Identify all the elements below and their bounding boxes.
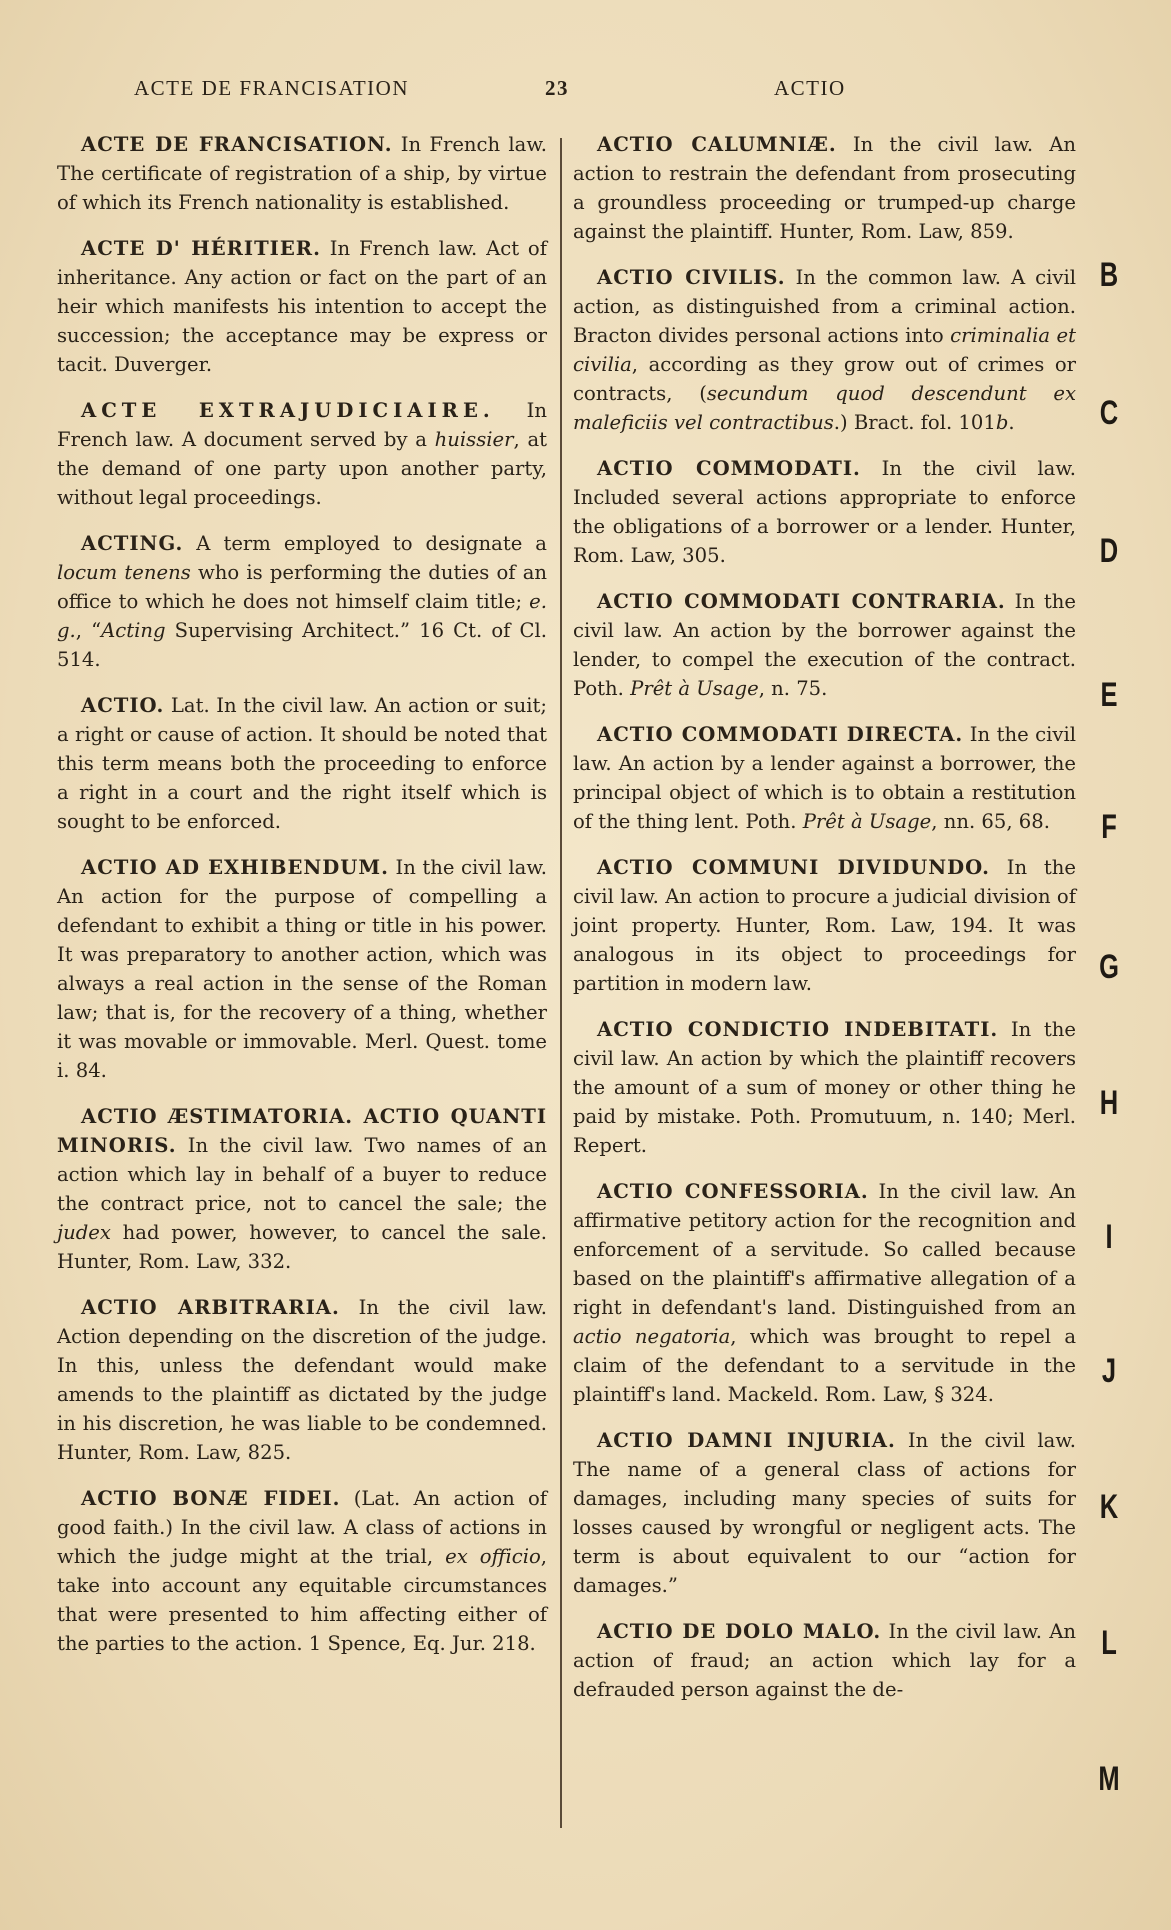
definition: , “ bbox=[75, 619, 102, 642]
entry-actio-de-dolo-malo bbox=[573, 1617, 1076, 1704]
definition-italic: actio negatoria bbox=[573, 1325, 731, 1348]
entry-acte-extrajudiciaire bbox=[57, 396, 547, 512]
thumb-tab-d[interactable]: D bbox=[1099, 532, 1119, 570]
definition: , which was brought to repel a claim of the defendant to a servitude in the plaintiff's land. Mackeld. Rom. Law, § 324. bbox=[573, 1325, 1076, 1406]
definition: In the common law. A civil action, as distinguished from a criminal action. Bracton divides personal actions into bbox=[573, 266, 1077, 347]
definition-italic: Acting bbox=[101, 619, 166, 642]
definition: In the civil law. Two names of an action which lay in behalf of a buyer to reduce the contract price, not to cancel the sale; the bbox=[57, 1134, 547, 1215]
thumb-tab-j[interactable]: J bbox=[1101, 1352, 1117, 1390]
running-head-left: ACTE DE FRANCISATION bbox=[134, 76, 410, 100]
definition: .) Bract. fol. 101 bbox=[833, 411, 996, 434]
definition: Lat. In the civil law. An action or suit; a right or cause of action. It should be noted that this term means both the proceeding to enforce a right in a court and the right itself which is sought to be enforced. bbox=[57, 694, 547, 833]
entry-actio-commodati bbox=[573, 454, 1076, 570]
headword: ACTIO COMMODATI DIRECTA. bbox=[597, 723, 964, 746]
definition: In the civil law. An action by a lender against a borrower, the principal object of which is to obtain a restitution of the thing lent. Poth. bbox=[573, 723, 1076, 833]
definition-italic: Prêt à Usage bbox=[802, 810, 932, 833]
definition-italic: criminalia et civilia bbox=[573, 324, 1077, 376]
definition: , nn. 65, 68. bbox=[931, 810, 1050, 833]
headword: ACTIO CALUMNIÆ. bbox=[597, 133, 837, 156]
definition-italic: ex officio bbox=[445, 1545, 541, 1568]
headword: ACTIO CONDICTIO INDEBITATI. bbox=[597, 1018, 999, 1041]
headword: ACTIO ÆSTIMATORIA. ACTIO QUANTI MINORIS. bbox=[57, 1105, 547, 1157]
definition: (Lat. An action of good faith.) In the civil law. A class of actions in which the judge might at the trial, bbox=[57, 1487, 547, 1568]
definition: , at the demand of one party upon another party, without legal proceedings. bbox=[57, 428, 547, 509]
entry-actio-arbitraria bbox=[57, 1293, 547, 1467]
definition: In the civil law. An action of fraud; an action which lay for a defrauded person against the de- bbox=[573, 1620, 1076, 1701]
definition-italic: e. g. bbox=[57, 590, 547, 642]
headword: ACTIO AD EXHIBENDUM. bbox=[81, 856, 389, 879]
definition: , take into account any equitable circumstances that were presented to him affecting either of the parties to the action. 1 Spence, Eq. Jur. 218. bbox=[57, 1545, 547, 1655]
thumb-tab-l[interactable]: L bbox=[1101, 1624, 1117, 1662]
column-divider bbox=[560, 138, 562, 1828]
thumb-tab-i[interactable]: I bbox=[1105, 1218, 1113, 1256]
entry-actio-civilis bbox=[573, 263, 1076, 437]
thumb-tab-h[interactable]: H bbox=[1099, 1084, 1119, 1122]
definition: . bbox=[1008, 411, 1015, 434]
definition-italic: judex bbox=[57, 1221, 111, 1244]
entry-acting bbox=[57, 529, 547, 674]
right-column bbox=[573, 130, 1076, 1721]
left-column bbox=[57, 130, 547, 1675]
thumb-tab-g[interactable]: G bbox=[1099, 948, 1119, 986]
thumb-index bbox=[1084, 0, 1134, 1930]
headword: ACTIO. bbox=[81, 694, 165, 717]
headword: ACTIO COMMODATI. bbox=[597, 457, 861, 480]
definition: In French law. Act of inheritance. Any action or fact on the part of an heir which manifests his intention to accept the succession; the acceptance may be express or tacit. Duverger. bbox=[57, 237, 547, 376]
headword: ACTIO BONÆ FIDEI. bbox=[81, 1487, 341, 1510]
headword: ACTING. bbox=[81, 532, 184, 555]
entry-actio bbox=[57, 691, 547, 836]
definition: had power, however, to cancel the sale. Hunter, Rom. Law, 332. bbox=[57, 1221, 547, 1273]
definition-italic: secundum quod descendunt ex maleficiis vel contractibus bbox=[573, 382, 1076, 434]
definition: A term employed to designate a bbox=[183, 532, 547, 555]
definition-italic: b bbox=[995, 411, 1009, 434]
entry-actio-communi-dividundo bbox=[573, 853, 1076, 998]
entry-acte-d-heritier bbox=[57, 234, 547, 379]
thumb-tab-k[interactable]: K bbox=[1099, 1488, 1119, 1526]
thumb-tab-m[interactable]: M bbox=[1098, 1760, 1120, 1798]
definition: In French law. The certificate of registration of a ship, by virtue of which its French nationality is established. bbox=[57, 133, 548, 214]
definition: In the civil law. An action to procure a judicial division of joint property. Hunter, Rom. Law, 194. It was analogous in its object to proceedings for partition in modern law. bbox=[573, 856, 1077, 995]
headword: ACTIO ARBITRARIA. bbox=[81, 1296, 340, 1319]
definition-italic: locum tenens bbox=[57, 561, 191, 584]
definition: who is performing the duties of an office to which he does not himself claim title; bbox=[57, 561, 547, 613]
thumb-tab-f[interactable]: F bbox=[1101, 808, 1117, 846]
headword: ACTIO CIVILIS. bbox=[597, 266, 786, 289]
thumb-tab-c[interactable]: C bbox=[1099, 394, 1119, 432]
entry-actio-commodati-contraria bbox=[573, 587, 1076, 703]
entry-actio-bonae-fidei bbox=[57, 1484, 547, 1658]
headword: ACTIO COMMUNI DIVIDUNDO. bbox=[597, 856, 990, 879]
definition: Supervising Architect.” 16 Ct. of Cl. 514. bbox=[57, 619, 547, 671]
definition: , according as they grow out of crimes or contracts, ( bbox=[573, 353, 1076, 405]
definition: In the civil law. Action depending on the discretion of the judge. In this, unless the defendant would make amends to the plaintiff as dictated by the judge in his discretion, he was liable to be condemned. Hunter, Rom. Law, 825. bbox=[57, 1296, 547, 1464]
running-head-right: ACTIO bbox=[774, 76, 846, 100]
definition: , n. 75. bbox=[758, 677, 828, 700]
thumb-tab-b[interactable]: B bbox=[1099, 256, 1119, 294]
entry-acte-de-francisation bbox=[57, 130, 547, 217]
definition-italic: huissier bbox=[434, 428, 514, 451]
definition-italic: Prêt à Usage bbox=[630, 677, 759, 700]
definition: In the civil law. An affirmative petitory action for the recognition and enforcement of a servitude. So called because based on the plaintiff's affirmative allegation of a right in defendant's land. Distinguished from an bbox=[573, 1180, 1076, 1319]
running-head bbox=[0, 76, 1171, 106]
entry-actio-commodati-directa bbox=[573, 720, 1076, 836]
headword: ACTIO COMMODATI CONTRARIA. bbox=[597, 590, 1006, 613]
page-number: 23 bbox=[545, 76, 569, 100]
entry-actio-confessoria bbox=[573, 1177, 1076, 1409]
definition: In the civil law. Included several actions appropriate to enforce the obligations of a borrower or a lender. Hunter, Rom. Law, 305. bbox=[573, 457, 1077, 567]
entry-actio-condictio-indebitati bbox=[573, 1015, 1076, 1160]
definition: In the civil law. An action by the borrower against the lender, to compel the execution of the contract. Poth. bbox=[573, 590, 1076, 700]
headword: ACTE D' HÉRITIER. bbox=[81, 237, 321, 260]
definition: In French law. A document served by a bbox=[57, 399, 547, 451]
definition: In the civil law. The name of a general class of actions for damages, including many species of suits for losses caused by wrongful or negligent acts. The term is about equivalent to our “action for damages.” bbox=[573, 1429, 1077, 1597]
headword: ACTE EXTRAJUDICIAIRE. bbox=[81, 399, 495, 422]
thumb-tab-e[interactable]: E bbox=[1100, 676, 1118, 714]
entry-actio-calumniae bbox=[573, 130, 1076, 246]
definition: In the civil law. An action for the purpose of compelling a defendant to exhibit a thing or title in his power. It was preparatory to another action, which was always a real action in the sense of the Roman law; that is, for the recovery of a thing, whether it was movable or immovable. Merl. Quest. tome i. 84. bbox=[57, 856, 548, 1082]
entry-actio-damni-injuria bbox=[573, 1426, 1076, 1600]
headword: ACTIO DAMNI INJURIA. bbox=[597, 1429, 896, 1452]
headword: ACTIO CONFESSORIA. bbox=[597, 1180, 869, 1203]
headword: ACTE DE FRANCISATION. bbox=[81, 133, 393, 156]
entry-actio-aestimatoria bbox=[57, 1102, 547, 1276]
headword: ACTIO DE DOLO MALO. bbox=[597, 1620, 882, 1643]
definition: In the civil law. An action to restrain the defendant from prosecuting a groundless proceeding or trumped-up charge against the plaintiff. Hunter, Rom. Law, 859. bbox=[573, 133, 1077, 243]
definition: In the civil law. An action by which the plaintiff recovers the amount of a sum of money or other thing he paid by mistake. Poth. Promutuum, n. 140; Merl. Repert. bbox=[573, 1018, 1077, 1157]
entry-actio-ad-exhibendum bbox=[57, 853, 547, 1085]
